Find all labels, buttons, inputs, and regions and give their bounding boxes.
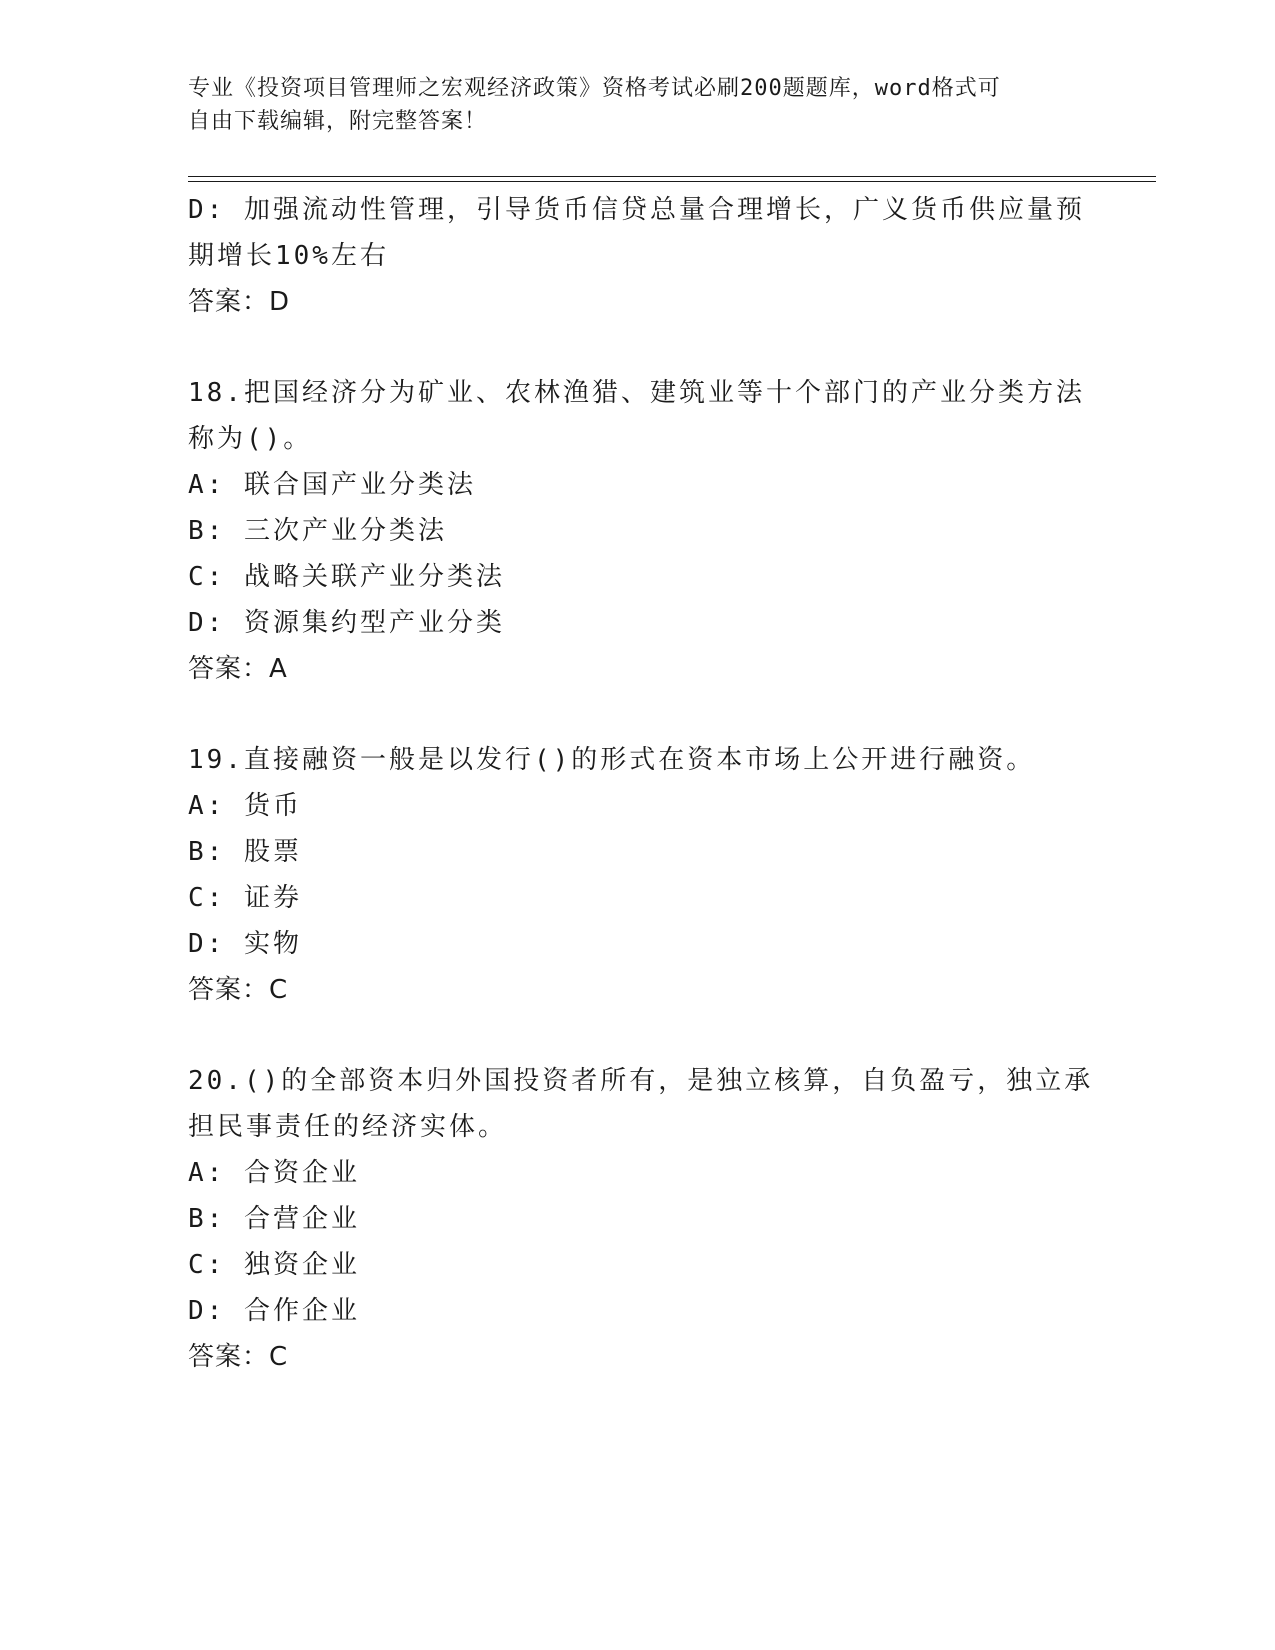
document-header (188, 72, 1068, 138)
question-text: 18.把国经济分为矿业、农林渔猎、建筑业等十个部门的产业分类方法 (188, 378, 1085, 408)
option-c: C: 战略关联产业分类法 (188, 562, 505, 592)
option-d: D: 合作企业 (188, 1296, 360, 1326)
question-text-continued: 担民事责任的经济实体。 (188, 1112, 508, 1142)
question-text: 19.直接融资一般是以发行()的形式在资本市场上公开进行融资。 (188, 745, 1036, 775)
option-a: A: 合资企业 (188, 1158, 360, 1188)
header-divider-top (188, 176, 1156, 177)
option-b: B: 合营企业 (188, 1204, 360, 1234)
header-divider-bottom (188, 181, 1156, 182)
header-line-1: 专业《投资项目管理师之宏观经济政策》资格考试必刷200题题库，word格式可 (188, 76, 1001, 101)
option-d: D: 资源集约型产业分类 (188, 608, 505, 638)
question-list (188, 187, 1094, 1380)
question-text: 20.()的全部资本归外国投资者所有，是独立核算，自负盈亏，独立承 (188, 1066, 1094, 1096)
spacer (188, 692, 1088, 737)
option-c: C: 独资企业 (188, 1250, 360, 1280)
option-d: D: 实物 (188, 929, 302, 959)
answer: 答案：C (188, 975, 289, 1005)
answer: 答案：C (188, 1342, 289, 1372)
option-a: A: 货币 (188, 791, 302, 821)
question-18 (188, 370, 1088, 692)
spacer (188, 325, 1088, 370)
answer: 答案：D (188, 287, 291, 317)
option-a: A: 联合国产业分类法 (188, 470, 476, 500)
question-19 (188, 737, 1088, 1013)
question-text-continued: 称为()。 (188, 424, 313, 454)
answer: 答案：A (188, 654, 288, 684)
option-b: B: 三次产业分类法 (188, 516, 447, 546)
option-b: B: 股票 (188, 837, 302, 867)
option-d-continued: 期增长10%左右 (188, 241, 389, 271)
header-line-2: 自由下载编辑，附完整答案！ (188, 109, 488, 134)
spacer (188, 1013, 1088, 1058)
option-c: C: 证券 (188, 883, 302, 913)
option-d: D: 加强流动性管理，引导货币信贷总量合理增长，广义货币供应量预 (188, 195, 1085, 225)
question-17-tail (188, 187, 1088, 325)
question-20 (188, 1058, 1094, 1380)
